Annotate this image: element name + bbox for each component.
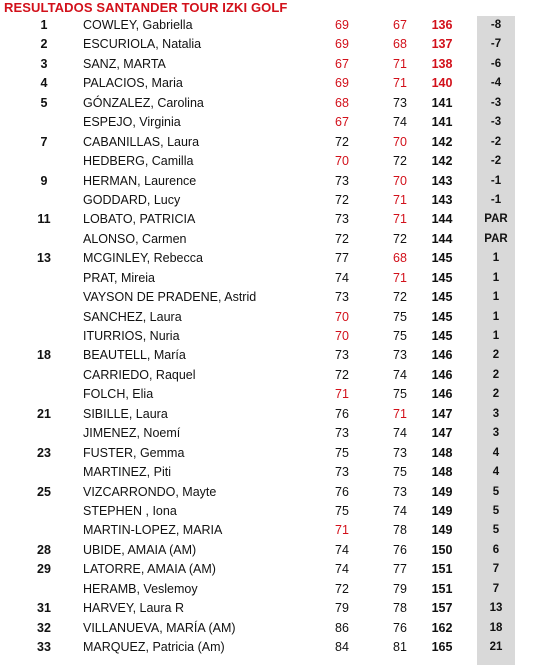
table-row xyxy=(0,269,538,288)
to-par-cell: -2 xyxy=(490,135,502,148)
to-par-cell: 1 xyxy=(492,330,500,342)
round1-cell: 73 xyxy=(335,290,349,305)
round1-cell: 74 xyxy=(335,562,349,577)
table-row xyxy=(0,385,538,404)
total-cell: 148 xyxy=(431,465,453,480)
round1-cell: 69 xyxy=(335,37,349,52)
position-cell: 9 xyxy=(40,173,48,188)
round2-cell: 75 xyxy=(393,329,407,343)
round1-cell: 74 xyxy=(335,270,349,285)
table-row xyxy=(0,521,538,540)
round1-cell: 70 xyxy=(335,329,349,343)
to-par-cell: -1 xyxy=(490,174,502,187)
table-row xyxy=(0,133,538,152)
to-par-cell: -2 xyxy=(490,155,502,168)
table-row xyxy=(0,463,538,482)
total-cell: 165 xyxy=(431,640,453,654)
round1-cell: 69 xyxy=(335,18,349,32)
total-cell: 144 xyxy=(431,212,453,227)
table-row xyxy=(0,288,538,307)
table-row xyxy=(0,152,538,171)
player-name-cell: GODDARD, Lucy xyxy=(83,192,181,207)
total-cell: 141 xyxy=(431,115,453,130)
round2-cell: 81 xyxy=(393,640,407,654)
player-name-cell: CABANILLAS, Laura xyxy=(83,134,200,149)
player-name-cell: ALONSO, Carmen xyxy=(83,231,187,246)
position-cell: 28 xyxy=(37,542,51,557)
round2-cell: 68 xyxy=(393,251,407,266)
table-row xyxy=(0,210,538,229)
position-cell: 32 xyxy=(37,620,51,635)
to-par-cell: -1 xyxy=(490,193,502,206)
round1-cell: 67 xyxy=(335,115,349,130)
to-par-cell: 4 xyxy=(492,446,500,459)
round1-cell: 71 xyxy=(335,523,349,538)
player-name-cell: SANCHEZ, Laura xyxy=(83,309,182,324)
to-par-cell: 1 xyxy=(492,310,500,323)
round2-cell: 71 xyxy=(393,56,407,71)
round2-cell: 76 xyxy=(393,620,407,635)
table-row xyxy=(0,502,538,521)
position-cell: 21 xyxy=(37,406,51,421)
table-row xyxy=(0,405,538,424)
to-par-cell: -3 xyxy=(490,116,502,129)
player-name-cell: PALACIOS, Maria xyxy=(83,76,183,91)
round1-cell: 86 xyxy=(335,620,349,635)
to-par-cell: 7 xyxy=(492,563,500,576)
round2-cell: 78 xyxy=(393,601,407,616)
round2-cell: 70 xyxy=(393,173,407,188)
player-name-cell: GÓNZALEZ, Carolina xyxy=(83,95,204,110)
player-name-cell: STEPHEN , Iona xyxy=(83,503,177,518)
round1-cell: 72 xyxy=(335,192,349,207)
round2-cell: 75 xyxy=(393,309,407,324)
to-par-cell: PAR xyxy=(484,213,508,226)
round2-cell: 77 xyxy=(393,562,407,577)
player-name-cell: MARQUEZ, Patricia (Am) xyxy=(83,640,225,654)
table-row xyxy=(0,366,538,385)
player-name-cell: COWLEY, Gabriella xyxy=(83,18,193,32)
round1-cell: 73 xyxy=(335,426,349,441)
round2-cell: 74 xyxy=(393,115,407,130)
to-par-cell: -3 xyxy=(490,96,502,109)
player-name-cell: BEAUTELL, María xyxy=(83,348,186,363)
round2-cell: 74 xyxy=(393,503,407,518)
total-cell: 142 xyxy=(431,154,453,169)
round2-cell: 78 xyxy=(393,523,407,538)
to-par-cell: 2 xyxy=(492,349,500,362)
position-cell: 3 xyxy=(40,56,48,71)
position-cell: 2 xyxy=(40,37,48,52)
player-name-cell: ESPEJO, Virginia xyxy=(83,115,181,130)
round2-cell: 72 xyxy=(393,231,407,246)
to-par-cell: 18 xyxy=(489,621,503,634)
round2-cell: 74 xyxy=(393,367,407,382)
total-cell: 157 xyxy=(431,601,453,616)
table-row xyxy=(0,35,538,54)
player-name-cell: LATORRE, AMAIA (AM) xyxy=(83,562,216,577)
table-row xyxy=(0,444,538,463)
round1-cell: 73 xyxy=(335,348,349,363)
position-cell: 31 xyxy=(37,601,51,616)
table-row xyxy=(0,230,538,249)
total-cell: 143 xyxy=(431,173,453,188)
table-row xyxy=(0,16,538,35)
position-cell: 25 xyxy=(37,484,51,499)
player-name-cell: SANZ, MARTA xyxy=(83,56,166,71)
results-table xyxy=(0,16,538,657)
round1-cell: 75 xyxy=(335,503,349,518)
player-name-cell: HERAMB, Veslemoy xyxy=(83,581,198,596)
round2-cell: 79 xyxy=(393,581,407,596)
round1-cell: 76 xyxy=(335,484,349,499)
total-cell: 151 xyxy=(431,581,453,596)
table-row xyxy=(0,172,538,191)
to-par-cell: 4 xyxy=(492,466,500,479)
total-cell: 151 xyxy=(431,562,453,577)
round1-cell: 67 xyxy=(335,56,349,71)
round2-cell: 71 xyxy=(393,406,407,421)
table-row xyxy=(0,599,538,618)
total-cell: 146 xyxy=(431,367,453,382)
player-name-cell: HERMAN, Laurence xyxy=(83,173,197,188)
total-cell: 146 xyxy=(431,387,453,402)
player-name-cell: ESCURIOLA, Natalia xyxy=(83,37,202,52)
player-name-cell: HEDBERG, Camilla xyxy=(83,154,194,169)
to-par-cell: 21 xyxy=(489,641,503,653)
round1-cell: 71 xyxy=(335,387,349,402)
player-name-cell: CARRIEDO, Raquel xyxy=(83,367,196,382)
table-row xyxy=(0,638,538,657)
table-row xyxy=(0,74,538,93)
to-par-cell: -6 xyxy=(490,57,502,70)
table-row xyxy=(0,483,538,502)
table-row xyxy=(0,55,538,74)
table-row xyxy=(0,191,538,210)
table-row xyxy=(0,113,538,132)
round2-cell: 73 xyxy=(393,95,407,110)
round2-cell: 75 xyxy=(393,387,407,402)
total-cell: 149 xyxy=(431,503,453,518)
round2-cell: 73 xyxy=(393,484,407,499)
total-cell: 143 xyxy=(431,192,453,207)
round2-cell: 72 xyxy=(393,154,407,169)
total-cell: 145 xyxy=(431,309,453,324)
round1-cell: 72 xyxy=(335,581,349,596)
player-name-cell: MARTINEZ, Piti xyxy=(83,465,171,480)
round1-cell: 75 xyxy=(335,445,349,460)
to-par-cell: 5 xyxy=(492,504,500,517)
to-par-cell: -7 xyxy=(490,38,502,51)
table-row xyxy=(0,346,538,365)
to-par-cell: 5 xyxy=(492,524,500,537)
table-row xyxy=(0,619,538,638)
table-row xyxy=(0,249,538,268)
round1-cell: 73 xyxy=(335,465,349,480)
table-row xyxy=(0,94,538,113)
round1-cell: 77 xyxy=(335,251,349,266)
to-par-cell: 3 xyxy=(492,407,500,420)
table-row xyxy=(0,541,538,560)
to-par-cell: 6 xyxy=(492,543,500,556)
total-cell: 145 xyxy=(431,290,453,305)
total-cell: 162 xyxy=(431,620,453,635)
player-name-cell: VIZCARRONDO, Mayte xyxy=(83,484,217,499)
position-cell: 33 xyxy=(37,640,51,654)
player-name-cell: FUSTER, Gemma xyxy=(83,445,185,460)
to-par-cell: 5 xyxy=(492,485,500,498)
page-title: RESULTADOS SANTANDER TOUR IZKI GOLF xyxy=(4,0,288,15)
total-cell: 147 xyxy=(431,426,453,441)
player-name-cell: ITURRIOS, Nuria xyxy=(83,329,180,343)
player-name-cell: FOLCH, Elia xyxy=(83,387,154,402)
total-cell: 147 xyxy=(431,406,453,421)
round1-cell: 72 xyxy=(335,134,349,149)
to-par-cell: 7 xyxy=(492,582,500,595)
round2-cell: 72 xyxy=(393,290,407,305)
round2-cell: 71 xyxy=(393,76,407,91)
position-cell: 29 xyxy=(37,562,51,577)
to-par-cell: 3 xyxy=(492,427,500,440)
table-row xyxy=(0,308,538,327)
to-par-cell: 1 xyxy=(492,271,500,284)
round2-cell: 73 xyxy=(393,348,407,363)
total-cell: 140 xyxy=(431,76,453,91)
round1-cell: 70 xyxy=(335,309,349,324)
round1-cell: 79 xyxy=(335,601,349,616)
total-cell: 137 xyxy=(431,37,453,52)
round1-cell: 73 xyxy=(335,173,349,188)
round2-cell: 68 xyxy=(393,37,407,52)
player-name-cell: SIBILLE, Laura xyxy=(83,406,168,421)
round2-cell: 73 xyxy=(393,445,407,460)
player-name-cell: MCGINLEY, Rebecca xyxy=(83,251,203,266)
round1-cell: 74 xyxy=(335,542,349,557)
position-cell: 5 xyxy=(40,95,48,110)
total-cell: 144 xyxy=(431,231,453,246)
round1-cell: 70 xyxy=(335,154,349,169)
table-row xyxy=(0,424,538,443)
table-row xyxy=(0,580,538,599)
to-par-cell: -4 xyxy=(490,77,502,90)
round2-cell: 71 xyxy=(393,212,407,227)
total-cell: 145 xyxy=(431,270,453,285)
player-name-cell: JIMENEZ, Noemí xyxy=(83,426,181,441)
total-cell: 148 xyxy=(431,445,453,460)
total-cell: 141 xyxy=(431,95,453,110)
player-name-cell: PRAT, Mireia xyxy=(83,270,156,285)
to-par-cell: 1 xyxy=(492,252,500,265)
round2-cell: 71 xyxy=(393,270,407,285)
round2-cell: 75 xyxy=(393,465,407,480)
to-par-cell: -8 xyxy=(490,19,502,31)
total-cell: 138 xyxy=(431,56,453,71)
player-name-cell: HARVEY, Laura R xyxy=(83,601,184,616)
player-name-cell: MARTIN-LOPEZ, MARIA xyxy=(83,523,223,538)
table-row xyxy=(0,327,538,346)
round1-cell: 72 xyxy=(335,367,349,382)
to-par-cell: PAR xyxy=(484,232,508,245)
position-cell: 4 xyxy=(40,76,48,91)
position-cell: 18 xyxy=(37,348,51,363)
player-name-cell: UBIDE, AMAIA (AM) xyxy=(83,542,197,557)
player-name-cell: VILLANUEVA, MARÍA (AM) xyxy=(83,620,236,635)
position-cell: 23 xyxy=(37,445,51,460)
round1-cell: 69 xyxy=(335,76,349,91)
total-cell: 145 xyxy=(431,251,453,266)
round2-cell: 71 xyxy=(393,192,407,207)
to-par-cell: 1 xyxy=(492,291,500,304)
position-cell: 11 xyxy=(37,212,51,227)
round1-cell: 68 xyxy=(335,95,349,110)
round2-cell: 67 xyxy=(393,18,407,32)
player-name-cell: VAYSON DE PRADENE, Astrid xyxy=(83,290,257,305)
table-row xyxy=(0,560,538,579)
round2-cell: 74 xyxy=(393,426,407,441)
position-cell: 7 xyxy=(40,134,48,149)
total-cell: 150 xyxy=(431,542,453,557)
round1-cell: 72 xyxy=(335,231,349,246)
to-par-cell: 13 xyxy=(489,602,503,615)
round1-cell: 84 xyxy=(335,640,349,654)
total-cell: 146 xyxy=(431,348,453,363)
to-par-cell: 2 xyxy=(492,388,500,401)
total-cell: 136 xyxy=(431,18,453,32)
total-cell: 149 xyxy=(431,484,453,499)
total-cell: 145 xyxy=(431,329,453,343)
player-name-cell: LOBATO, PATRICIA xyxy=(83,212,196,227)
position-cell: 1 xyxy=(40,18,48,32)
total-cell: 142 xyxy=(431,134,453,149)
round1-cell: 73 xyxy=(335,212,349,227)
position-cell: 13 xyxy=(37,251,51,266)
round2-cell: 76 xyxy=(393,542,407,557)
total-cell: 149 xyxy=(431,523,453,538)
to-par-cell: 2 xyxy=(492,368,500,381)
round1-cell: 76 xyxy=(335,406,349,421)
round2-cell: 70 xyxy=(393,134,407,149)
